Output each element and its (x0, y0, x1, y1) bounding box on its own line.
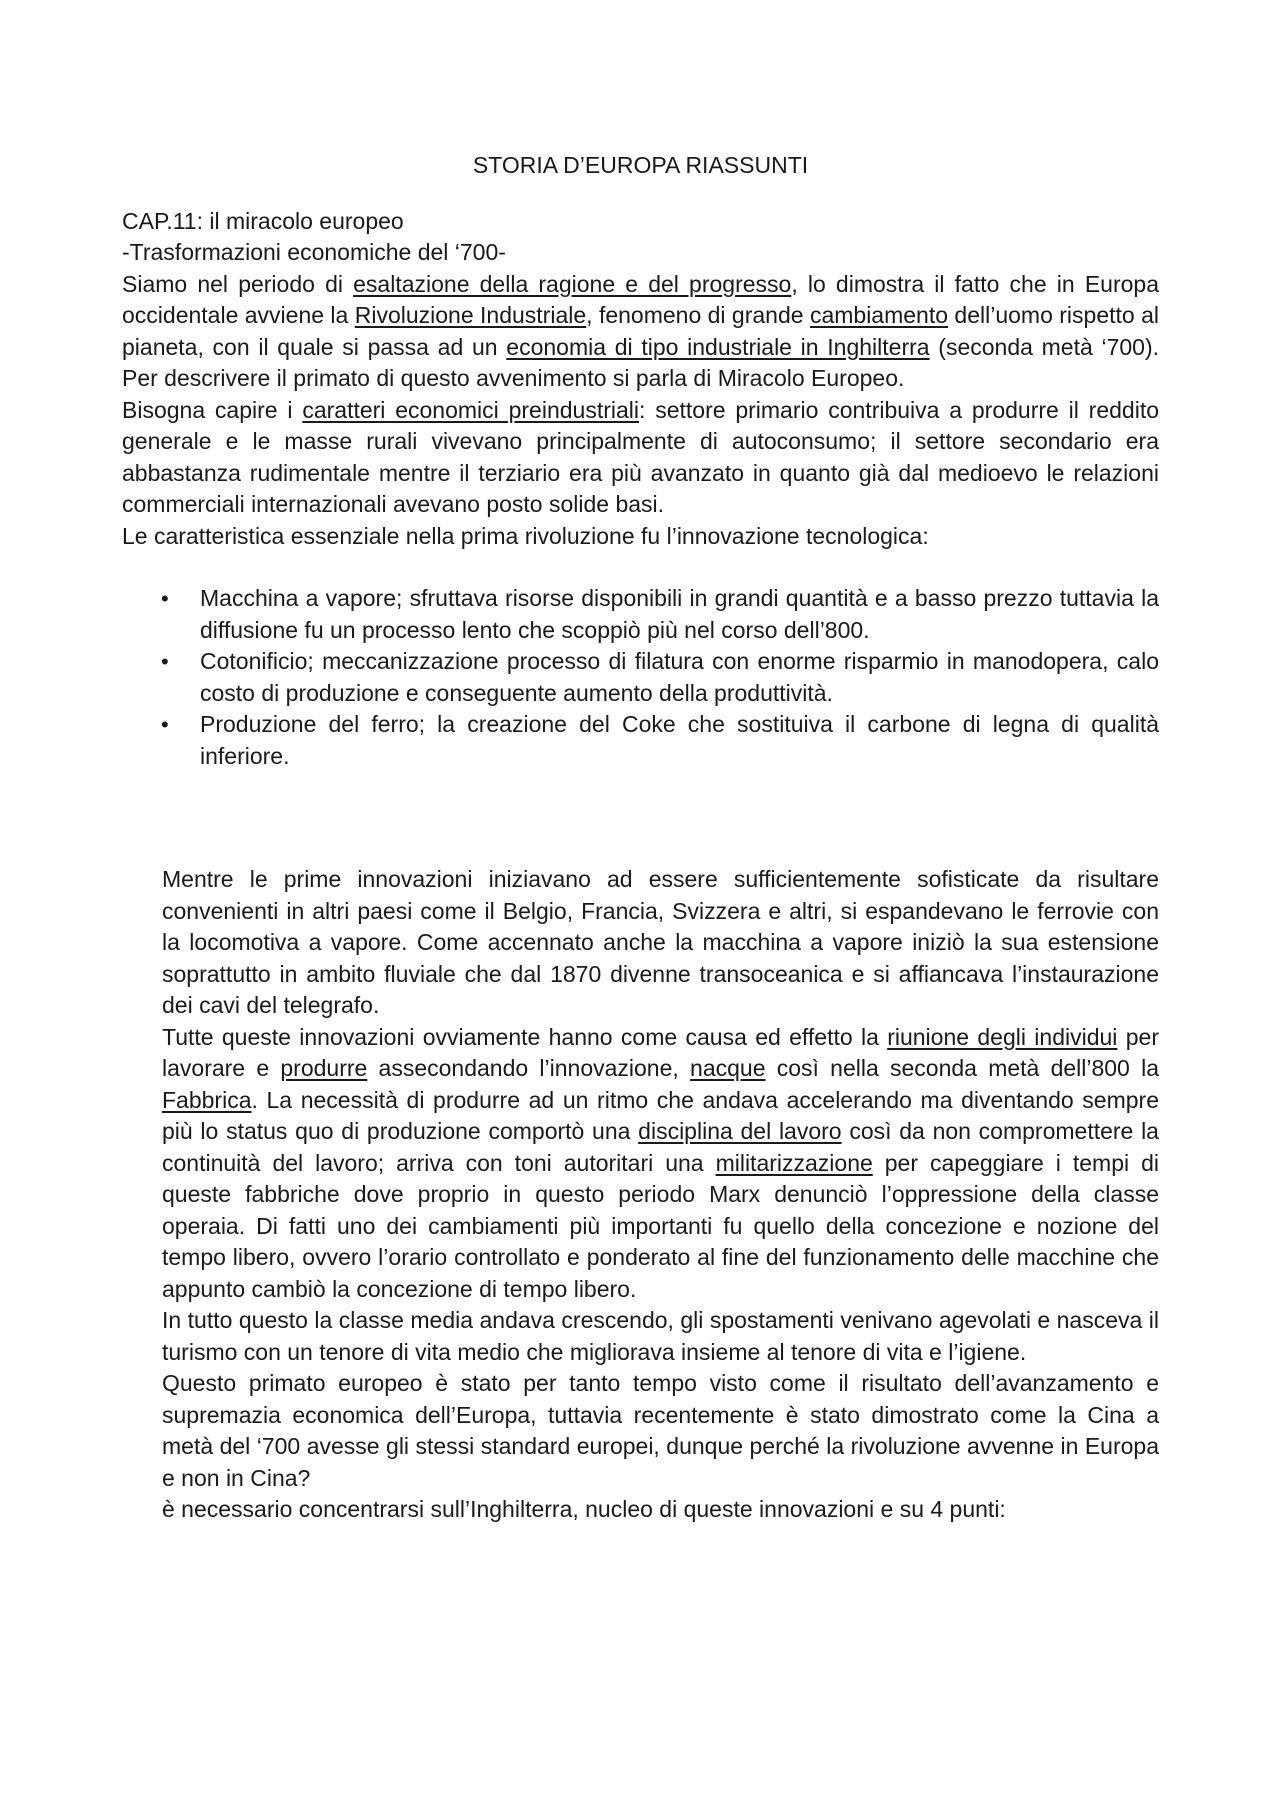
text-run: per capeggiare i tempi di queste fabbriche dove proprio in questo periodo Marx denunciò l’oppressione della classe operaia. Di fatti uno dei cambiamenti più importanti fu quello della concezione e nozione del tempo libero, ovvero l’orario controllato e ponderato al fine del funzionamento delle macchine che appunto cambiò la concezione di tempo libero. (162, 1149, 1159, 1302)
text-run: . La necessità di produrre ad un ritmo che andava accelerando ma diventando sempre più lo status quo di produzione comportò una (162, 1086, 1159, 1144)
paragraph-intro (122, 269, 1159, 395)
text-run: dell’uomo rispetto al pianeta, con il quale si passa ad un (122, 302, 1159, 360)
list-item-text: Cotonificio; meccanizzazione processo di filatura con enorme risparmio in manodopera, calo costo di produzione e conseguente aumento della produttività. (200, 648, 1159, 706)
paragraph-diffusion: Mentre le prime innovazioni iniziavano ad essere sufficientemente sofisticate da risultare convenienti in altri paesi come il Belgio, Francia, Svizzera e altri, si espandevano le ferrovie con la locomotiva a vapore. Come accennato anche la macchina a vapore iniziò la sua estensione soprattutto in ambito fluviale che dal 1870 divenne transoceanica e si affiancava l’instaurazione dei cavi del telegrafo. (162, 866, 1159, 1018)
text-run: : settore primario contribuiva a produrre il reddito generale e le masse rurali vivevano principalmente di autoconsumo; il settore secondario era abbastanza rudimentale mentre il terziario era più avanzato in quanto già dal medioevo le relazioni commerciali internazionali avevano posto solide basi. (122, 396, 1159, 517)
paragraph-preindustrial (122, 395, 1159, 521)
text-run: Tutte queste innovazioni ovviamente hanno come causa ed effetto la (162, 1023, 888, 1050)
text-run: per lavorare e (162, 1023, 1159, 1081)
text-run: così da non compromettere la continuità del lavoro; arriva con toni autoritari una (162, 1118, 1159, 1176)
indented-section (122, 864, 1159, 1526)
text-run: , lo dimostra il fatto che in Europa occidentale avviene la (122, 270, 1159, 328)
list-item-text: Produzione del ferro; la creazione del Coke che sostituiva il carbone di legna di qualità inferiore. (200, 711, 1159, 769)
list-item-text: Macchina a vapore; sfruttava risorse disponibili in grandi quantità e a basso prezzo tuttavia la diffusione fu un processo lento che scoppiò più nel corso dell’800. (200, 585, 1159, 643)
underlined-term: produrre (280, 1055, 368, 1081)
text-run: assecondando l’innovazione, (367, 1055, 691, 1081)
innovation-list (122, 583, 1159, 772)
underlined-term: Fabbrica (162, 1086, 252, 1113)
underlined-term: nacque (690, 1055, 766, 1081)
bullet-icon: • (161, 712, 169, 737)
text-run: Bisogna capire i (122, 396, 303, 423)
text-run: , fenomeno di grande (586, 302, 810, 328)
underlined-term: disciplina del lavoro (638, 1118, 842, 1144)
text-run: (seconda metà ‘700). Per descrivere il primato di questo avvenimento si parla di Miracolo Europeo. (122, 333, 1159, 391)
underlined-term: militarizzazione (715, 1149, 873, 1176)
underlined-term: esaltazione della ragione e del progresso (353, 270, 792, 297)
underlined-term: economia di tipo industriale in Inghilterra (506, 333, 930, 360)
underlined-term: Rivoluzione Industriale (354, 302, 587, 328)
list-item (161, 646, 1159, 709)
underlined-term: cambiamento (809, 302, 949, 328)
paragraph-primacy: Questo primato europeo è stato per tanto tempo visto come il risultato dell’avanzamento e supremazia economica dell’Europa, tuttavia recentemente è stato dimostrato come la Cina a metà del ‘700 avesse gli stessi standard europei, dunque perché la rivoluzione avvenne in Europa e non in Cina? (162, 1370, 1159, 1491)
paragraph-factory (162, 1022, 1159, 1306)
bullet-icon: • (161, 649, 169, 674)
chapter-heading: CAP.11: il miracolo europeo (122, 207, 404, 234)
paragraph-england: è necessario concentrarsi sull’Inghilterra, nucleo di queste innovazioni e su 4 punti: (162, 1496, 1006, 1522)
text-run: così nella seconda metà dell’800 la (765, 1055, 1159, 1081)
underlined-term: riunione degli individui (887, 1023, 1118, 1050)
section-heading: -Trasformazioni economiche del ‘700- (122, 239, 506, 265)
text-run: Siamo nel periodo di (122, 270, 354, 297)
list-item (161, 709, 1159, 772)
bullet-icon: • (161, 586, 169, 611)
list-item (161, 583, 1159, 646)
paragraph-middle-class: In tutto questo la classe media andava crescendo, gli spostamenti venivano agevolati e nasceva il turismo con un tenore di vita medio che migliorava insieme al tenore di vita e l’igiene. (162, 1307, 1159, 1365)
paragraph-innovation-lead: Le caratteristica essenziale nella prima rivoluzione fu l’innovazione tecnologica: (122, 522, 929, 549)
document-title: STORIA D’EUROPA RIASSUNTI (472, 152, 809, 178)
underlined-term: caratteri economici preindustriali (302, 396, 639, 423)
